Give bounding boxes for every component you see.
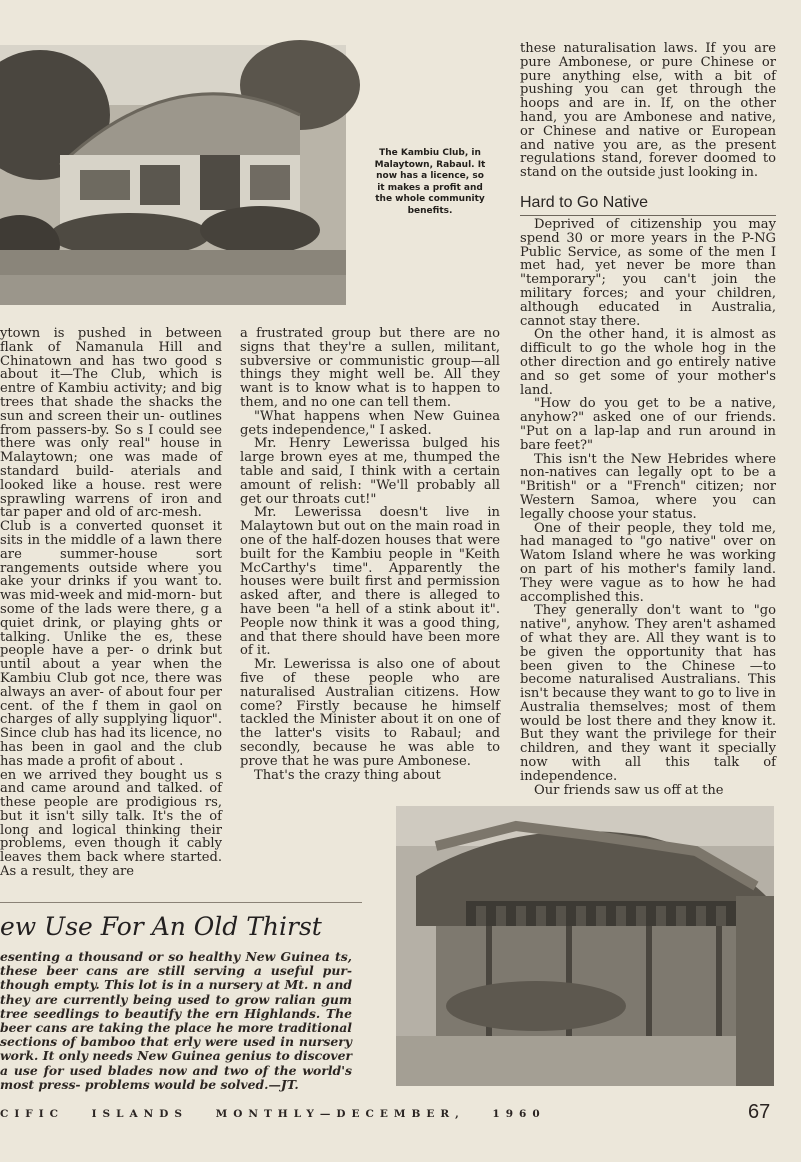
subheading: Hard to Go Native [520,194,649,211]
subheading-rule [520,215,776,216]
paragraph: Mr. Lewerissa doesn't live in Malaytown but out on the main road in one of the half-dozen houses that were built for the Kambiu people in "Keith McCarthy's time". Apparently the houses were built first and permission asked after, and there is alleged to have been "a hell of a stink about it". People now think it was a good thing, and that there should have been more of it. [240,505,500,659]
paragraph: One of their people, they told me, had managed to "go native" over on Watom Island where he was working on part of his mother's family land. They were vague as to how he had accomplished this. [520,520,776,605]
column-right [520,217,776,798]
paragraph: Mr. Lewerissa is also one of about five of these people who are naturalised Australian citizens. How come? Firstly because he himself tackled the Minister about it on one of the latter's visits to Rabaul; and secondly, because he was able to prove that he was pure Ambonese. [240,657,500,769]
paragraph: a frustrated group but there are no signs that they're a sullen, militant, subversive or communistic group—all things they might well be. All they want is to know what is to happen to them, and no one can tell them. [240,326,500,410]
footer-text: CIFIC ISLANDS MONTHLY—DECEMBER, 1960 [0,1108,546,1120]
photo-caption [360,148,500,217]
paragraph: "What happens when New Guinea gets independence," I asked. [240,408,500,438]
kambiu-club-photo [0,45,346,305]
paragraph: That's the crazy thing about [254,767,441,783]
beer-cans-photo [396,806,774,1086]
paragraph: On the other hand, it is almost as difficult to go the whole hog in the other direction and go entirely native and so get some of your mother's land. [520,327,776,398]
column-middle [240,327,500,789]
caption-line: Malaytown, Rabaul. It [374,159,486,170]
paragraph: these naturalisation laws. If you are pure Ambonese, or pure Chinese or pure anything else, with a bit of pushing you can get through the hoops and are in. If, on the other hand, you are Ambonese and native, or Chinese and native or European and native you are, as the present regulations stand, forever doomed to stand on the outside just looking in. [520,41,776,181]
paragraph: Deprived of citizenship you may spend 30 or more years in the P-NG Public Service, as some of the men I met had, yet never be more than "temporary"; you can't join the military forces; and your children, although educated in Australia, cannot stay there. [520,217,776,329]
caption-line: The Kambiu Club, in [379,148,481,158]
paragraph: "How do you get to be a native, anyhow?" asked one of our friends. "Put on a lap-lap and run around in bare feet?" [520,396,776,453]
paragraph: Our friends saw us off at the [534,782,724,798]
paragraph: Mr. Henry Lewerissa bulged his large brown eyes at me, thumped the table and said, I think with a certain amount of relish: "We'll probably all get our throats cut!" [240,436,500,507]
feature-text: esenting a thousand or so healthy New Guinea ts, these beer cans are still serving a useful pur- though empty. This lot is in a nursery at Mt. n and they are currently being used to grow ralian gum tree seedlings to beautify the ern Highlands. The beer cans are taking the place he more traditional sections of bamboo that erly were used in nursery work. It only needs New Guinea genius to discover a use for used blades now and two of the world's most press- problems would be solved.—JT. [0,949,352,1092]
feature-rule [0,902,362,903]
paragraph: ytown is pushed in between flank of Namanula Hill and Chinatown and has two good s about it—The Club, which is entre of Kambiu activity; and big trees that shade the shacks the sun and screen their un- outlines from passers-by. So s I could see there was only real" house in Malaytown; one was made of standard build- aterials and looked like a house. rest were sprawling warrens of iron and tar paper and old of arc-mesh. [0,326,222,521]
caption-line: it makes a profit and [377,182,483,193]
paragraph: They generally don't want to "go native", anyhow. They aren't ashamed of what they are. All they want is to be given the opportunity that has been given to the Chinese —to become naturalised Australians. This isn't because they want to go to live in Australia themselves; most of them would be lost there and they know it. But they want the privilege for their children, and they want it specially now with all this talk of independence. [520,603,776,784]
page-number: 67 [748,1101,771,1123]
column-right-top [520,42,776,184]
caption-line: benefits. [407,205,453,216]
paragraph: Club is a converted quonset it sits in the middle of a lawn there are summer-house sort rangements outside where you ake your drinks if you want to. was mid-week and mid-morn- but some of the lads were there, g a quiet drink, or playing ghts or talking. Unlike the es, these people have a per- o drink but until about a year when the Kambiu Club got nce, there was always an aver- of about four per cent. of the f them in gaol on charges of ally supplying liquor". Since club has had its licence, no has been in gaol and the club has made a profit of about . [0,519,222,769]
feature-title: ew Use For An Old Thirst [0,912,322,941]
caption-line: now has a licence, so [376,171,484,181]
paragraph: This isn't the New Hebrides where non-natives can legally opt to be a "British" or a "French" citizen; nor Western Samoa, where you can legally choose your status. [520,451,776,522]
caption-line: the whole community [375,194,485,204]
paragraph: en we arrived they bought us s and came around and talked. of these people are prodigious rs, but it isn't silly talk. It's the of long and logical thinking their problems, even though it cably leaves them back where started. As a result, they are [0,767,222,880]
column-left [0,327,222,889]
